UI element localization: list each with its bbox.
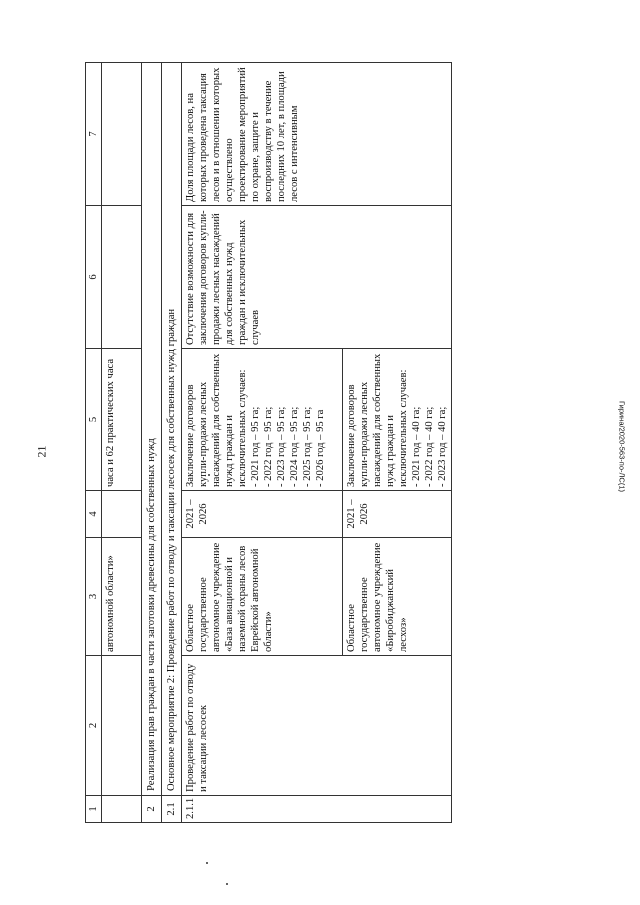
rotated-table-wrapper — [85, 63, 640, 823]
measure-name: Проведение работ по отводу и таксации лесосек — [182, 656, 452, 796]
page-number: 21 — [34, 445, 49, 458]
cell — [102, 63, 142, 206]
cell — [102, 656, 142, 796]
year-line: - 2025 год – 95 га; — [302, 406, 313, 487]
result-cell: часа и 62 практических часа — [102, 349, 142, 491]
subsection-number: 2.1 — [162, 796, 182, 823]
result-text: Заключение договоров купли-продажи лесных насаждений для собственных нужд граждан и исключительных случаев: — [185, 353, 248, 487]
period-cell: 2021 – 2026 — [343, 491, 452, 538]
section-title: Реализация прав граждан в части заготовки древесины для собственных нужд — [142, 63, 162, 796]
executor-cell: автономной области» — [102, 538, 142, 656]
table-row — [182, 63, 343, 823]
header-cell: 4 — [86, 491, 102, 538]
year-line: - 2022 год – 40 га; — [424, 406, 435, 487]
section-row — [142, 63, 162, 823]
scan-speck — [206, 862, 208, 864]
result-text: Заключение договоров купли-продажи лесных насаждений для собственных нужд граждан и исключительных случаев: — [346, 353, 409, 487]
header-cell: 1 — [86, 796, 102, 823]
header-row — [86, 63, 102, 823]
header-cell: 6 — [86, 206, 102, 349]
consequence-cell: Отсутствие возможности для заключения договоров купли-продажи лесных насаждений для собственных нужд граждан и исключительных случаев — [182, 206, 452, 349]
header-cell: 5 — [86, 349, 102, 491]
year-line: - 2026 год – 95 га — [315, 409, 326, 487]
year-line: - 2023 год – 95 га; — [276, 406, 287, 487]
continuation-row — [102, 63, 142, 823]
header-cell: 7 — [86, 63, 102, 206]
executor-cell: Областное государственное автономное учреждение «Биробиджанский лесхоз» — [343, 538, 452, 656]
program-table — [85, 62, 452, 823]
subsection-row — [162, 63, 182, 823]
cell — [102, 491, 142, 538]
row-number: 2.1.1 — [182, 796, 452, 823]
cell — [102, 796, 142, 823]
document-code: Гирина/2020-563-по-ЛС(1) — [617, 400, 627, 492]
header-cell: 2 — [86, 656, 102, 796]
cell — [102, 206, 142, 349]
year-line: - 2024 год – 95 га; — [289, 406, 300, 487]
year-line: - 2021 год – 95 га; — [250, 406, 261, 487]
indicator-cell: Доля площади лесов, на которых проведена таксация лесов и в отношении которых осуществлено проектирование мероприятий по охране, защите и воспроизводству в течение последних 10 лет, в площади лесов с интенсивным — [182, 63, 452, 206]
year-line: - 2022 год – 95 га; — [263, 406, 274, 487]
subsection-title: Основное мероприятие 2: Проведение работ по отводу и таксации лесосек для собственных нужд граждан — [162, 63, 182, 796]
period-cell: 2021 – 2026 — [182, 491, 343, 538]
result-cell — [182, 349, 343, 491]
section-number: 2 — [142, 796, 162, 823]
year-line: - 2021 год – 40 га; — [411, 406, 422, 487]
scan-speck — [226, 883, 228, 885]
year-line: - 2023 год – 40 га; — [437, 406, 448, 487]
result-cell — [343, 349, 452, 491]
executor-cell: Областное государственное автономное учреждение «База авиационной и наземной охраны лесов Еврейской автономной области» — [182, 538, 343, 656]
header-cell: 3 — [86, 538, 102, 656]
